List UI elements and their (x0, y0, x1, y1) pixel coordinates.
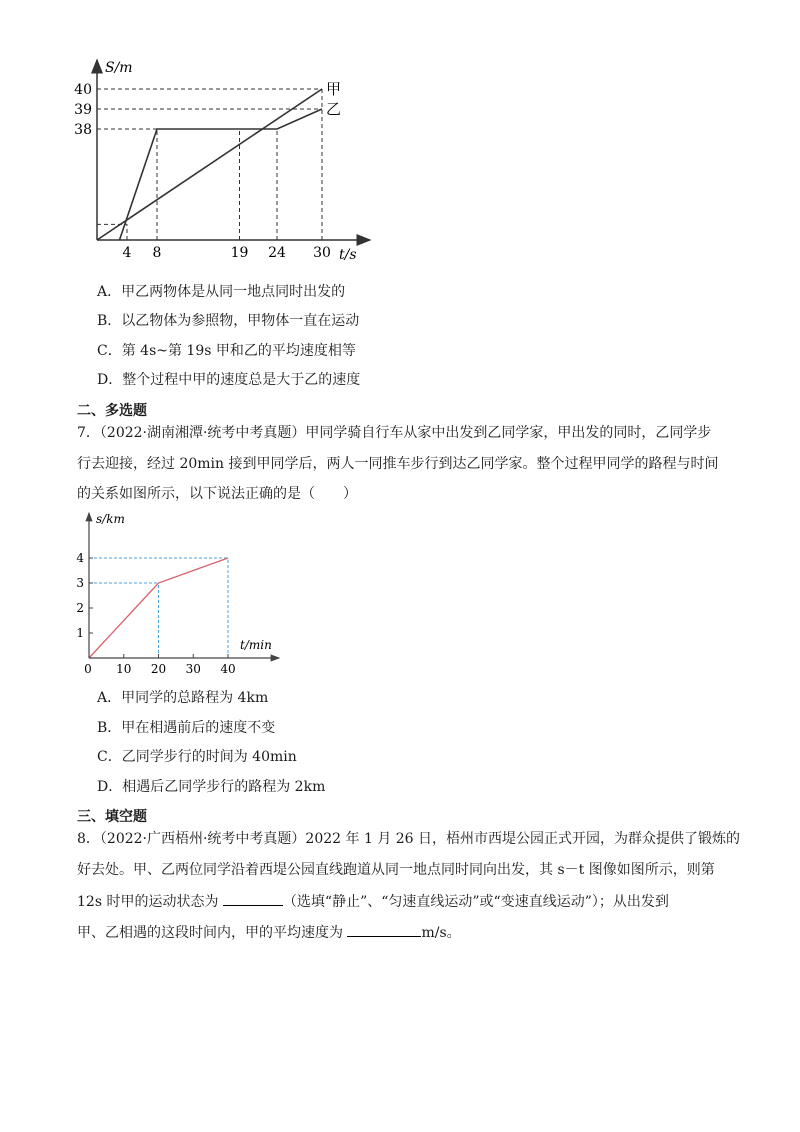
q8-line3-prefix: 12s 时甲的运动状态为 (77, 894, 223, 910)
section-fill-blank-title: 三、填空题 (77, 809, 147, 825)
q6-option-b[interactable]: B．以乙物体为参照物，甲物体一直在运动 (97, 313, 360, 329)
q7-stem-line-2: 行去迎接，经过 20min 接到甲同学后，两人一同推车步行到达乙同学家。整个过程甲同学的路程与时间 (77, 456, 719, 472)
q7-option-c[interactable]: C．乙同学步行的时间为 40min (97, 749, 297, 765)
q7-x-axis-label: t/min (240, 638, 272, 652)
q6-st-chart (70, 52, 390, 267)
q7-y-ticks (76, 551, 93, 640)
q8-stem-line-1: 8．（2022·广西梧州·统考中考真题）2022 年 1 月 26 日，梧州市西堤公园正式开园，为群众提供了锻炼的 (77, 831, 741, 847)
q6-x-ticks (123, 245, 331, 261)
q6-y-tick-0: 38 (74, 122, 92, 138)
q6-series-label-1: 乙 (326, 100, 342, 118)
q6-x-tick-0: 4 (122, 245, 132, 261)
q6-x-tick-4: 30 (313, 245, 331, 261)
q7-option-a[interactable]: A．甲同学的总路程为 4km (97, 690, 269, 706)
q7-x-tick-2: 20 (150, 662, 167, 675)
q6-y-axis-label: S/m (105, 60, 133, 76)
q6-x-axis-label: t/s (339, 247, 357, 263)
q8-stem-line-2: 好去处。甲、乙两位同学沿着西堤公园直线跑道从同一地点同时同向出发，其 s－t 图像如图所示，则第 (77, 862, 715, 878)
q7-y-tick-2: 3 (76, 576, 84, 590)
q8-line4-suffix: m/s。 (421, 925, 461, 941)
q7-y-tick-1: 2 (76, 601, 84, 615)
q7-y-tick-3: 4 (76, 551, 84, 565)
q7-y-axis-label: s/km (96, 512, 125, 526)
q6-x-tick-1: 8 (152, 245, 162, 261)
q8-answer-blank-1[interactable] (223, 891, 283, 906)
q6-x-tick-2: 19 (230, 245, 249, 261)
q7-x-tick-1: 10 (116, 662, 132, 675)
q6-x-tick-3: 24 (268, 245, 286, 261)
q8-stem-line-3 (77, 891, 727, 911)
q7-x-ticks (84, 654, 235, 675)
q7-option-b[interactable]: B．甲在相遇前后的速度不变 (97, 720, 276, 736)
q6-series-line-0 (97, 89, 322, 240)
q8-answer-blank-2[interactable] (347, 922, 421, 937)
q7-st-chart (74, 505, 294, 675)
q7-x-tick-4: 40 (220, 662, 236, 675)
q7-y-tick-0: 1 (76, 626, 84, 640)
q7-stem-line-3: 的关系如图所示，以下说法正确的是（ ） (77, 486, 357, 502)
q6-series (97, 89, 322, 240)
q8-line3-suffix: （选填“静止”、“匀速直线运动”或“变速直线运动”）；从出发到 (282, 894, 669, 910)
q7-x-tick-3: 30 (185, 662, 201, 675)
q7-guide-lines (89, 558, 228, 658)
q6-option-d[interactable]: D．整个过程中甲的速度总是大于乙的速度 (97, 372, 361, 388)
q7-x-tick-0: 0 (84, 662, 92, 675)
q6-option-a[interactable]: A．甲乙两物体是从同一地点同时出发的 (97, 284, 346, 300)
q8-stem-line-4 (77, 922, 727, 942)
q6-y-tick-2: 40 (74, 82, 92, 98)
q6-series-labels (326, 80, 341, 118)
q6-option-c[interactable]: C．第 4s~第 19s 甲和乙的平均速度相等 (97, 343, 356, 359)
q7-option-d[interactable]: D．相遇后乙同学步行的路程为 2km (97, 779, 326, 795)
q7-stem-line-1: 7．（2022·湖南湘潭·统考中考真题）甲同学骑自行车从家中出发到乙同学家，甲出发的同时，乙同学步 (77, 425, 712, 441)
q8-line4-prefix: 甲、乙相遇的这段时间内，甲的平均速度为 (77, 925, 348, 941)
q6-y-ticks (74, 82, 92, 138)
q6-series-label-0: 甲 (326, 80, 342, 98)
section-multi-choice-title: 二、多选题 (77, 403, 147, 419)
q6-y-tick-1: 39 (74, 102, 92, 118)
